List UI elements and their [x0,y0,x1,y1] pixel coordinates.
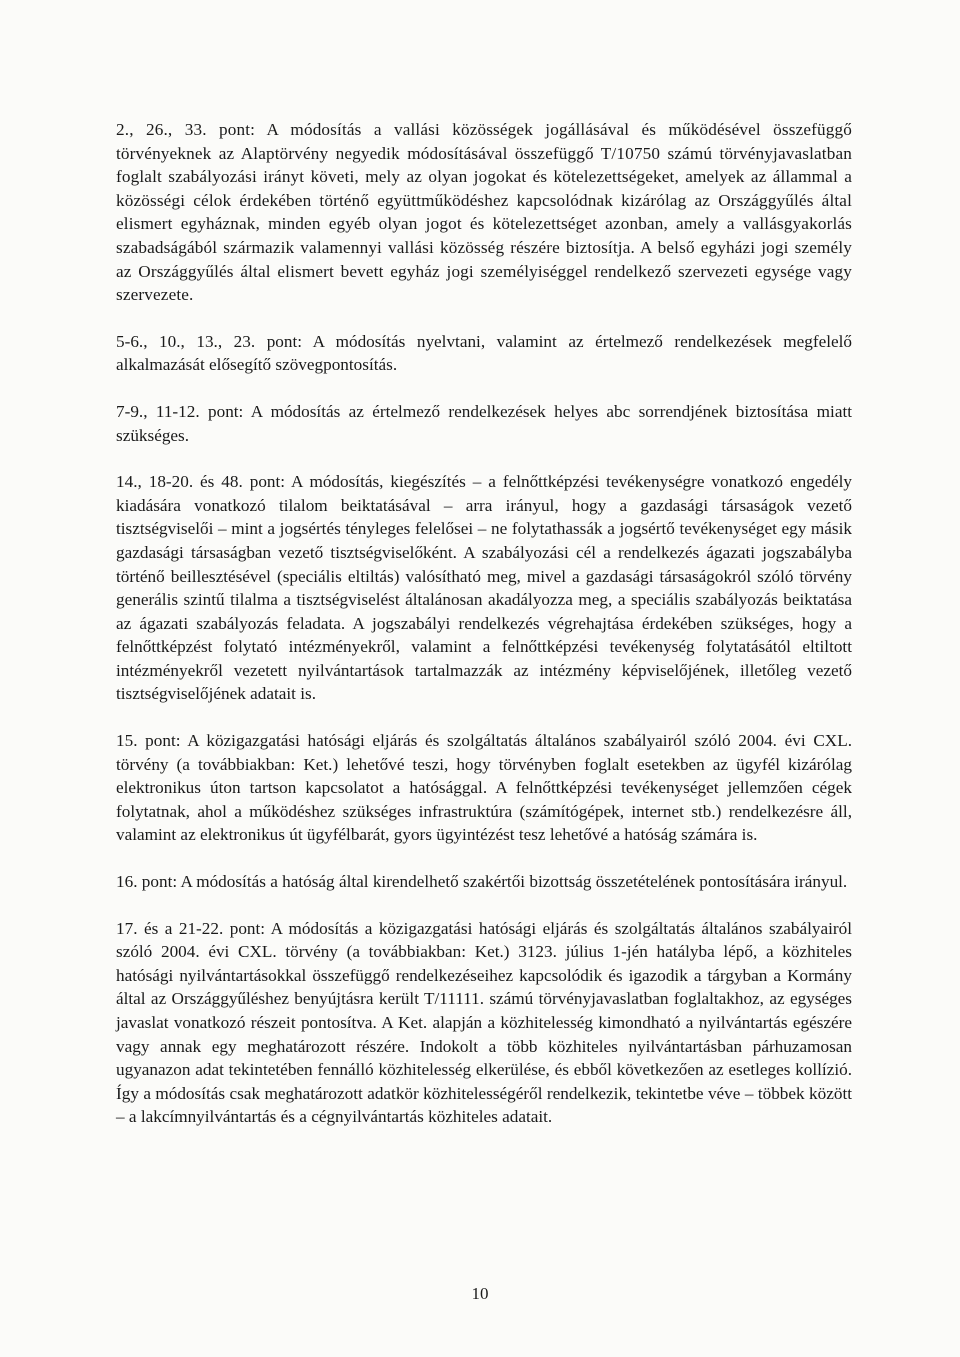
page-number: 10 [471,1284,489,1303]
paragraph-17-21-22: 17. és a 21-22. pont: A módosítás a közigazgatási hatósági eljárás és szolgáltatás általános szabályairól szóló 2004. évi CXL. törvény (a továbbiakban: Ket.) 3123. július 1-jén hatályba lépő, a közhiteles hatósági nyilvántartásokkal összefüggő rendelkezéseihez kapcsolódik és igazodik a tárgyban a Kormány által az Országgyűléshez benyújtásra került T/11111. számú törvényjavaslatban foglaltakhoz, az egységes javaslat vonatkozó részeit pontosítva. A Ket. alapján a közhitelesség kimondható a nyilvántartás egészére vagy annak egy meghatározott részére. Indokolt a több közhiteles nyilvántartásban párhuzamosan ugyanazon adat tekintetében fennálló közhitelesség elkerülése, és ebből következően az esetleges kollízió. Így a módosítás csak meghatározott adatkör közhitelességéről rendelkezik, tekintetbe véve – többek között – a lakcímnyilvántartás és a cégnyilvántartás közhiteles adatait. [116,918,852,1127]
paragraph-16: 16. pont: A módosítás a hatóság által kirendelhető szakértői bizottság összetételének pontosítására irányul. [116,872,848,892]
paragraph-5-6-10-13-23: 5-6., 10., 13., 23. pont: A módosítás nyelvtani, valamint az értelmező rendelkezések megfelelő alkalmazását elősegítő szövegpontosítás. [116,331,852,375]
paragraph-7-9-11-12: 7-9., 11-12. pont: A módosítás az értelmező rendelkezések helyes abc sorrendjének biztosítása miatt szükséges. [116,401,852,445]
paragraph-15: 15. pont: A közigazgatási hatósági eljárás és szolgáltatás általános szabályairól szóló 2004. évi CXL. törvény (a továbbiakban: Ket.) lehetővé teszi, hogy törvényben foglalt esetekben az ügyfél kizárólag elektronikus úton tartson kapcsolatot a hatósággal. A felnőttképzési tevékenységet jellemzően cégek folytatnak, ahol a működéshez szükséges infrastruktúra (számítógépek, internet stb.) rendelkezésre áll, valamint az elektronikus út ügyfélbarát, gyors ügyintézést tesz lehetővé a hatóság számára is. [116,731,852,845]
paragraph-14-18-20-48: 14., 18-20. és 48. pont: A módosítás, kiegészítés – a felnőttképzési tevékenységre vonatkozó engedély kiadására vonatkozó tilalom beiktatásával – arra irányul, hogy a gazdasági társaságok vezető tisztségviselői – mint a jogsértés tényleges felelősei – ne folytathassák a jogsértő tevékenységet egy másik gazdasági társaságban vezető tisztségviselőként. A szabályozási cél a rendelkezés ágazati jogszabályba történő beillesztésével (speciális eltiltás) valósítható meg, mivel a gazdasági társaságokról szóló törvény generális szintű tilalma a tisztségviselést általánosan akadályozza meg, a speciális szabályozás beiktatása az ágazati szabályozás feladata. A jogszabályi rendelkezés végrehajtása érdekében szükséges, hogy a felnőttképzést folytató intézményekről, valamint a felnőttképzési tevékenység folytatásától eltiltott intézményekről vezetett nyilvántartások tartalmazzák az intézmény képviselőjének, illetőleg vezető tisztségviselőjének adatait is. [116,472,852,704]
document-body [116,118,852,1152]
paragraph-2-26-33: 2., 26., 33. pont: A módosítás a vallási közösségek jogállásával és működésével összefüggő törvényeknek az Alaptörvény negyedik módosításával összefüggő T/10750 számú törvényjavaslatban foglalt szabályozási irányt követi, mely az olyan jogokat és kötelezettségeket, amelyek az állammal a közösségi célok érdekében történő együttműködéshez kapcsolódnak kizárólag az Országgyűlés által elismert egyháznak, minden egyéb olyan jogot és kötelezettséget azonban, amely a vallásgyakorlás szabadságából származik valamennyi vallási közösség részére biztosítja. A belső egyházi jogi személy az Országgyűlés által elismert bevett egyház jogi személyiséggel rendelkező szervezeti egysége vagy szervezete. [116,120,852,305]
